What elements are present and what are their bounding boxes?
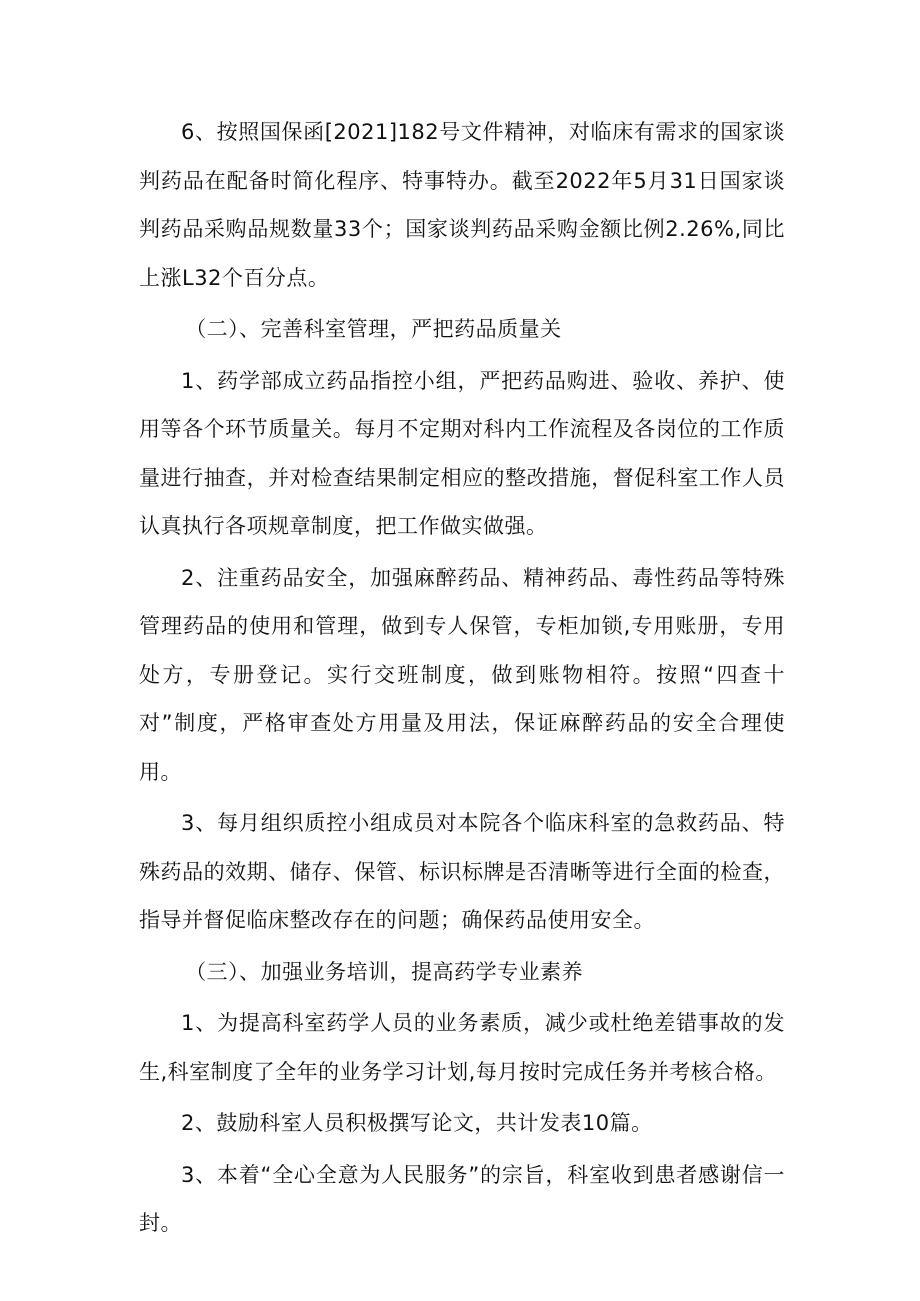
- section-heading-2: （二）、完善科室管理，严把药品质量关: [185, 317, 562, 341]
- paragraph-item-6: 6、按照国保函[2021]182号文件精神，对临床有需求的国家谈判药品在配备时简化程序、特事特办。截至2022年5月31日国家谈判药品采购品规数量33个；国家谈判药品采购金额比例2.26%,同比上涨L32个百分点。: [139, 120, 785, 290]
- paragraph-training-plan: 1、为提高科室药学人员的业务素质，减少或杜绝差错事故的发生,科室制度了全年的业务学习计划,每月按时完成任务并考核合格。: [139, 1011, 785, 1084]
- paragraph-thank-you-letter: 3、本着“全心全意为人民服务”的宗旨，科室收到患者感谢信一封。: [139, 1162, 785, 1235]
- document-body: [139, 108, 785, 1248]
- paragraph-papers: 2、鼓励科室人员积极撰写论文，共计发表10篇。: [181, 1111, 653, 1135]
- paragraph-monthly-inspection: 3、每月组织质控小组成员对本院各个临床科室的急救药品、特殊药品的效期、储存、保管、标识标牌是否清晰等进行全面的检查，指导并督促临床整改存在的问题；确保药品使用安全。: [139, 811, 785, 932]
- paragraph-quality-control: 1、药学部成立药品指控小组，严把药品购进、验收、养护、使用等各个环节质量关。每月不定期对科内工作流程及各岗位的工作质量进行抽查，并对检查结果制定相应的整改措施，督促科室工作人员认真执行各项规章制度，把工作做实做强。: [139, 368, 785, 538]
- section-heading-3: （三）、加强业务培训，提高药学专业素养: [185, 959, 584, 984]
- paragraph-drug-safety: 2、注重药品安全，加强麻醉药品、精神药品、毒性药品等特殊管理药品的使用和管理，做到专人保管，专柜加锁,专用账册，专用处方，专册登记。实行交班制度，做到账物相符。按照“四查十对”制度，严格审查处方用量及用法，保证麻醉药品的安全合理使用。: [139, 565, 785, 784]
